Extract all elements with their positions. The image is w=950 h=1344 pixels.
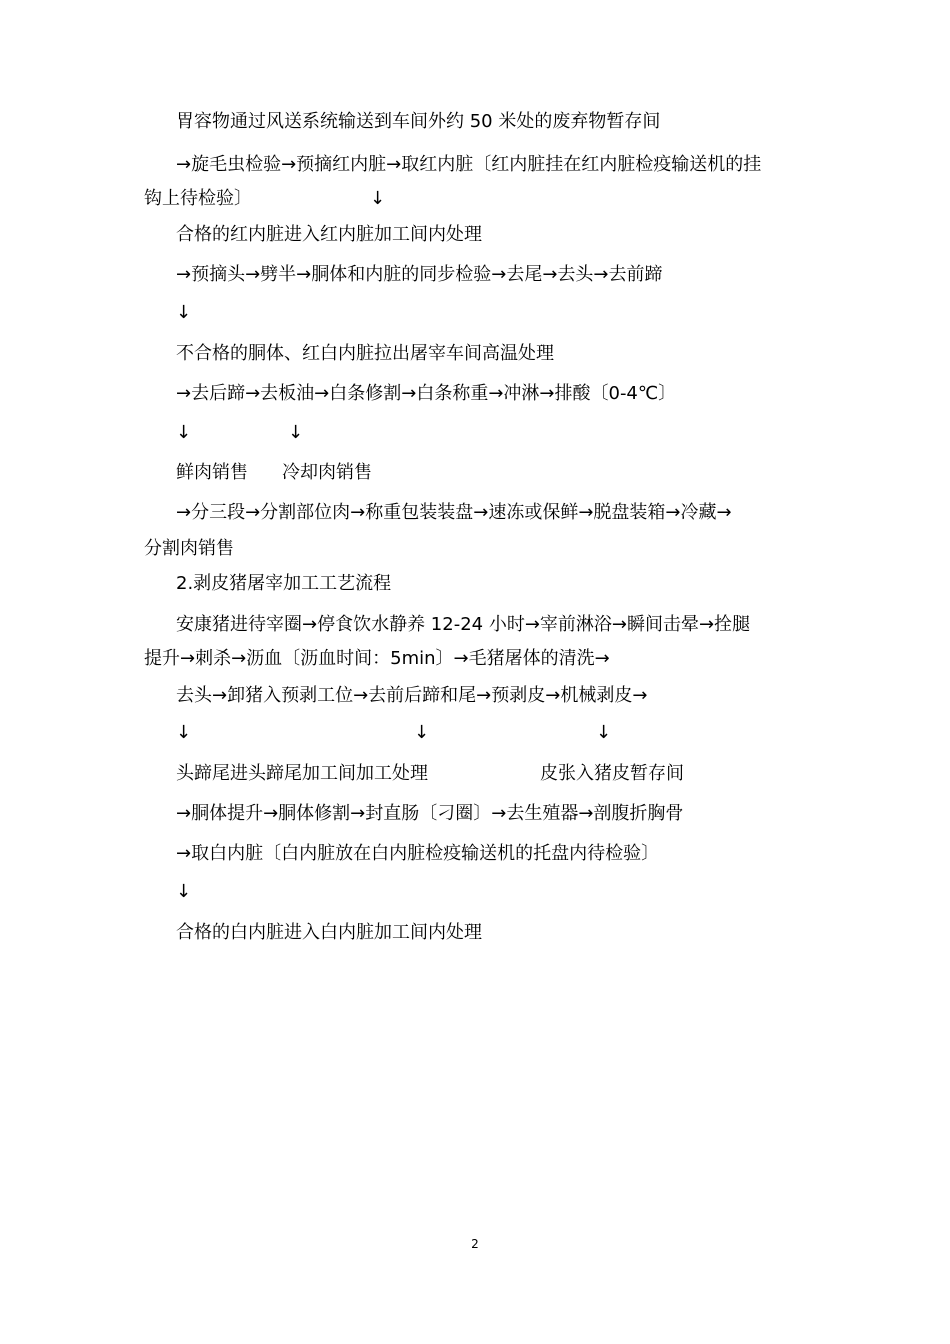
text-line bbox=[176, 302, 856, 324]
text-line bbox=[176, 685, 856, 707]
text-run: →去后蹄→去板油→白条修割→白条称重→冲淋→排酸〔0-4℃〕 bbox=[176, 383, 677, 404]
down-arrow: ↓ bbox=[176, 881, 192, 902]
section-heading bbox=[176, 573, 856, 595]
text-run: 头蹄尾进头蹄尾加工间加工处理 bbox=[176, 763, 428, 784]
text-line bbox=[176, 843, 856, 865]
text-line bbox=[176, 111, 856, 133]
text-run: →取白内脏〔白内脏放在白内脏检疫输送机的托盘内待检验〕 bbox=[176, 843, 660, 864]
text-run: 鲜肉销售 bbox=[176, 462, 248, 483]
down-arrow: ↓ bbox=[596, 722, 612, 743]
text-run: 合格的红内脏进入红内脏加工间内处理 bbox=[176, 224, 482, 245]
text-line bbox=[144, 538, 824, 560]
text-line bbox=[176, 803, 856, 825]
text-run: →预摘头→劈半→胴体和内脏的同步检验→去尾→去头→去前蹄 bbox=[176, 264, 663, 285]
text-run: 提升→刺杀→沥血〔沥血时间：5min〕→毛猪屠体的清洗→ bbox=[144, 648, 610, 669]
down-arrow: ↓ bbox=[176, 302, 192, 323]
text-run: 安康猪进待宰圈→停食饮水静养 12-24 小时→宰前淋浴→瞬间击晕→拴腿 bbox=[176, 614, 751, 635]
text-line bbox=[176, 881, 856, 903]
text-run: 不合格的胴体、红白内脏拉出屠宰车间高温处理 bbox=[176, 343, 554, 364]
text-run: →分三段→分割部位肉→称重包装装盘→速冻或保鲜→脱盘装箱→冷藏→ bbox=[176, 502, 732, 523]
text-line bbox=[144, 188, 824, 210]
down-arrow: ↓ bbox=[414, 722, 430, 743]
text-run: 钩上待检验〕 bbox=[144, 188, 252, 209]
down-arrow: ↓ bbox=[176, 422, 192, 443]
down-arrow: ↓ bbox=[370, 188, 386, 209]
text-line bbox=[144, 648, 824, 670]
text-run: →旋毛虫检验→预摘红内脏→取红内脏〔红内脏挂在红内脏检疫输送机的挂 bbox=[176, 154, 762, 175]
text-line bbox=[176, 383, 856, 405]
text-run: 2.剥皮猪屠宰加工工艺流程 bbox=[176, 573, 392, 594]
down-arrow: ↓ bbox=[288, 422, 304, 443]
text-run: 去头→卸猪入预剥工位→去前后蹄和尾→预剥皮→机械剥皮→ bbox=[176, 685, 648, 706]
text-line bbox=[176, 502, 856, 524]
page-number: 2 bbox=[471, 1237, 479, 1251]
down-arrow: ↓ bbox=[176, 722, 192, 743]
text-line bbox=[176, 264, 856, 286]
text-line bbox=[176, 154, 856, 176]
text-run: 合格的白内脏进入白内脏加工间内处理 bbox=[176, 922, 482, 943]
text-run: →胴体提升→胴体修割→封直肠〔刁圈〕→去生殖器→剖腹折胸骨 bbox=[176, 803, 684, 824]
text-run: 皮张入猪皮暂存间 bbox=[540, 763, 684, 784]
text-run: 冷却肉销售 bbox=[282, 462, 372, 483]
text-line bbox=[176, 343, 856, 365]
text-run: 分割肉销售 bbox=[144, 538, 234, 559]
text-run: 胃容物通过风送系统输送到车间外约 50 米处的废弃物暂存间 bbox=[176, 111, 661, 132]
text-line bbox=[176, 922, 856, 944]
text-line bbox=[176, 224, 856, 246]
text-line bbox=[176, 614, 856, 636]
